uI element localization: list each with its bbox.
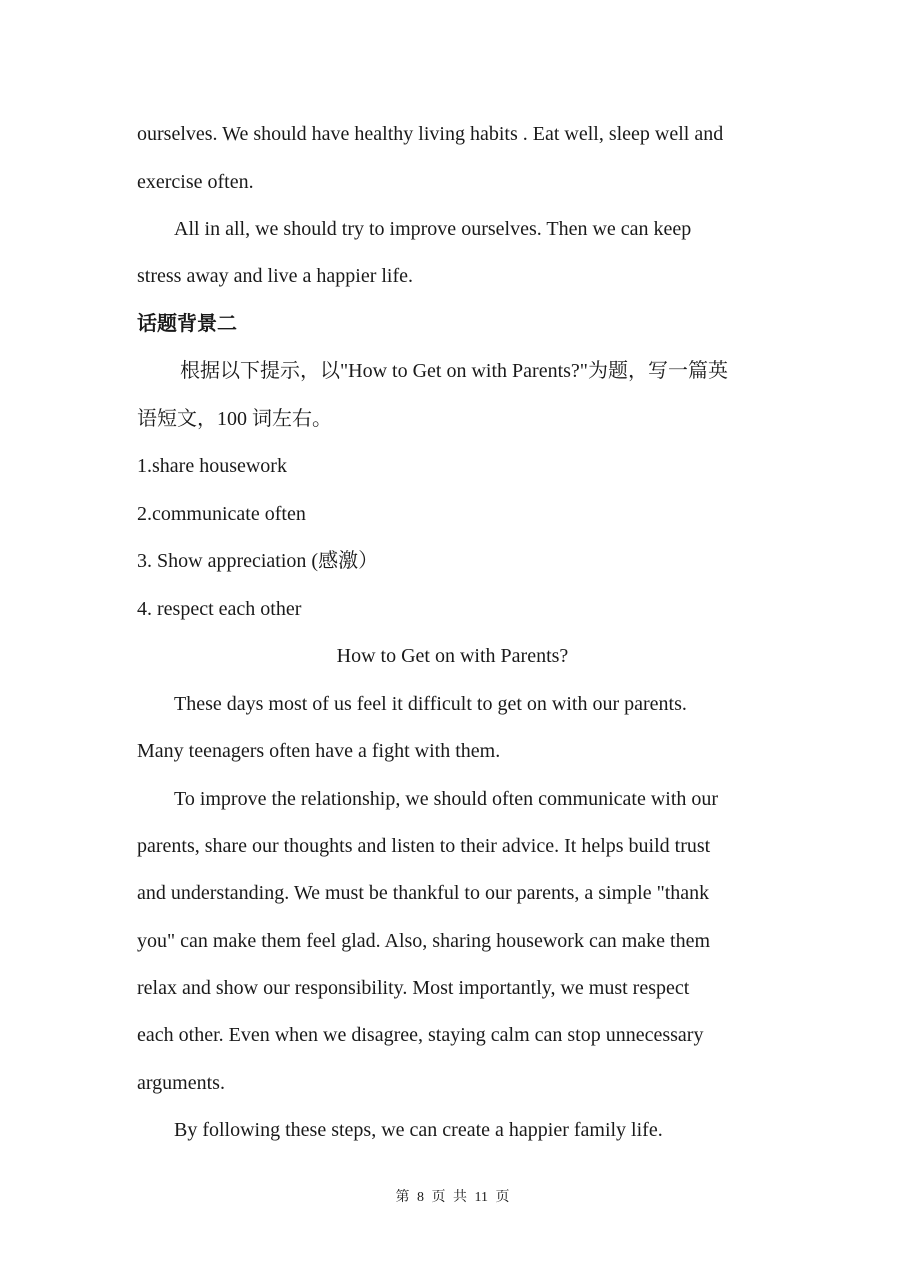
essay2-p2-line: you" can make them feel glad. Also, sharing housework can make them	[137, 930, 710, 952]
topic2-prompt-line-2: 语短文，100 词左右。	[137, 408, 332, 430]
hint-item: 4. respect each other	[137, 598, 302, 620]
essay1-conclusion-line-1: All in all, we should try to improve ourselves. Then we can keep	[174, 218, 692, 240]
essay2-p3-line-1: By following these steps, we can create a happier family life.	[174, 1119, 663, 1141]
essay1-line-2: exercise often.	[137, 171, 254, 193]
essay2-title: How to Get on with Parents?	[336, 645, 569, 667]
topic2-prompt-line-1: 根据以下提示，以"How to Get on with Parents?"为题，写一篇英	[180, 360, 728, 382]
essay1-line-1: ourselves. We should have healthy living habits . Eat well, sleep well and	[137, 123, 724, 145]
essay2-p2-line: arguments.	[137, 1072, 225, 1094]
essay2-p1-line-1: These days most of us feel it difficult to get on with our parents.	[174, 693, 687, 715]
hint-item: 2.communicate often	[137, 503, 306, 525]
essay2-p2-line: and understanding. We must be thankful to our parents, a simple "thank	[137, 882, 710, 904]
essay2-p2-line: To improve the relationship, we should often communicate with our	[174, 788, 719, 810]
hint-item: 1.share housework	[137, 455, 287, 477]
essay2-p2-line: parents, share our thoughts and listen to their advice. It helps build trust	[137, 835, 711, 857]
essay2-p2-line: relax and show our responsibility. Most importantly, we must respect	[137, 977, 690, 999]
hint-item: 3. Show appreciation (感激）	[137, 550, 379, 572]
topic2-heading: 话题背景二	[137, 313, 237, 335]
essay2-p2-line: each other. Even when we disagree, staying calm can stop unnecessary	[137, 1024, 704, 1046]
page-number-footer: 第 8 页 共 11 页	[395, 1190, 510, 1205]
essay1-conclusion-line-2: stress away and live a happier life.	[137, 265, 414, 287]
essay2-p1-line-2: Many teenagers often have a fight with them.	[137, 740, 501, 762]
